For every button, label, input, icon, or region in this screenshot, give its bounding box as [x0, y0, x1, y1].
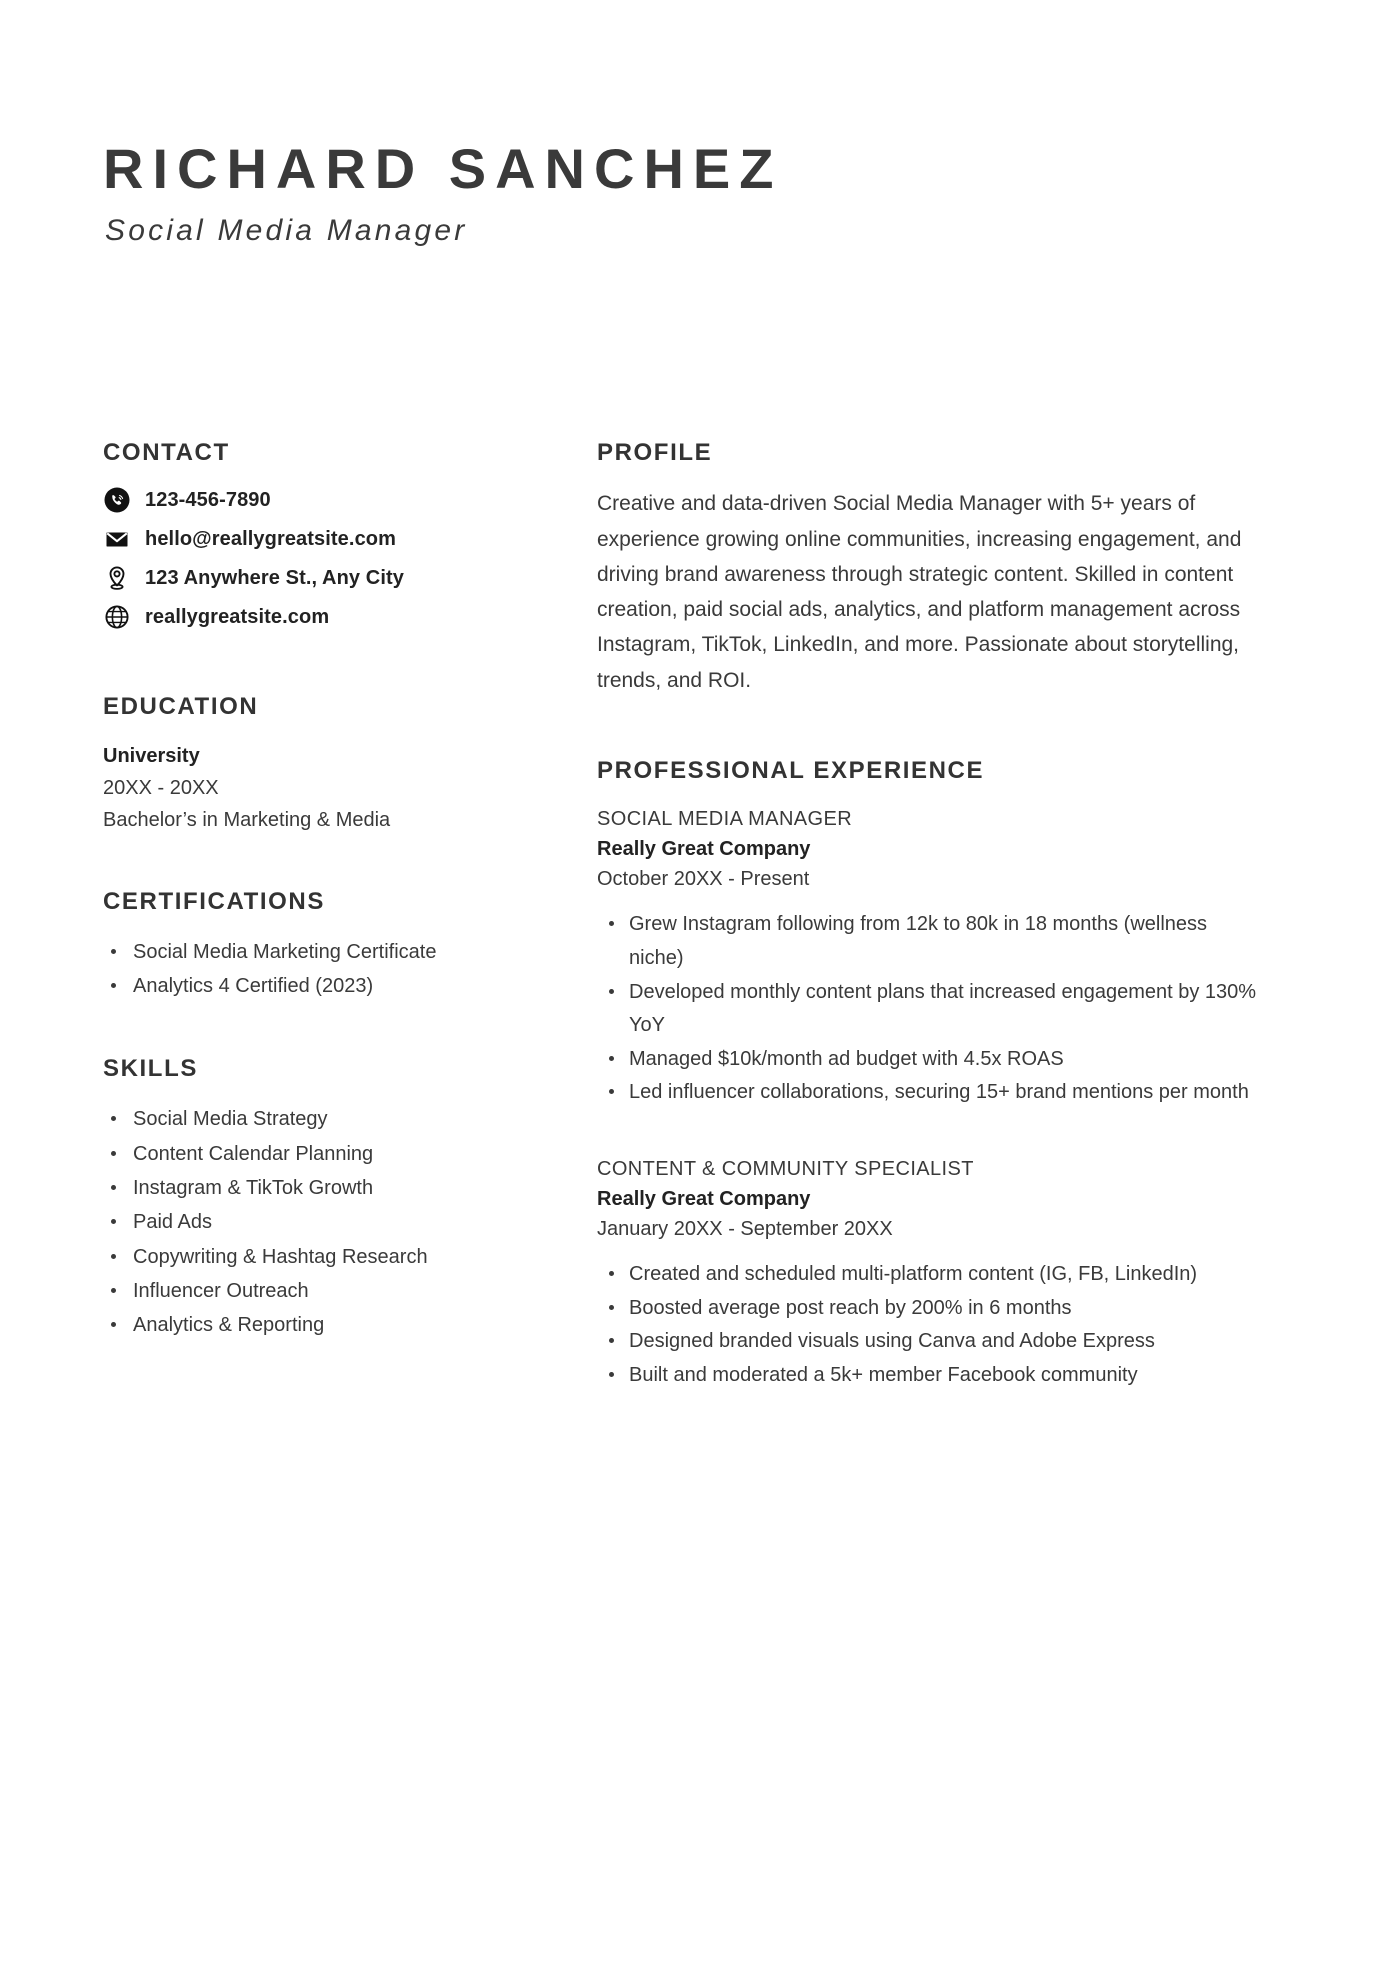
- contact-value-website: reallygreatsite.com: [145, 605, 330, 628]
- profile-section: [597, 440, 1257, 698]
- job-bullet-list: [597, 908, 1257, 1110]
- contact-value-phone: 123-456-7890: [145, 488, 271, 511]
- contact-section: [103, 440, 503, 631]
- experience-job-2: [597, 1154, 1257, 1392]
- experience-section-title: PROFESSIONAL EXPERIENCE: [597, 756, 985, 784]
- job-role-subtitle: Social Media Manager: [105, 213, 468, 247]
- spacer: [103, 837, 503, 889]
- spacer: [103, 1004, 503, 1056]
- contact-value-email: hello@reallygreatsite.com: [145, 527, 396, 550]
- education-section: [103, 694, 503, 836]
- contact-value-address: 123 Anywhere St., Any City: [145, 566, 404, 589]
- page-title: RICHARD SANCHEZ: [103, 137, 783, 200]
- list-item: Paid Ads: [103, 1205, 503, 1239]
- education-school: University: [103, 744, 200, 767]
- contact-item-address[interactable]: [103, 564, 503, 592]
- job-role: CONTENT & COMMUNITY SPECIALIST: [597, 1157, 974, 1180]
- list-item: Led influencer collaborations, securing 15+ brand mentions per month: [597, 1076, 1257, 1110]
- list-item: Boosted average post reach by 200% in 6 months: [597, 1292, 1257, 1326]
- list-item: Grew Instagram following from 12k to 80k in 18 months (wellness niche): [597, 908, 1257, 975]
- spacer: [103, 642, 503, 694]
- email-icon: [103, 525, 131, 553]
- list-item: Designed branded visuals using Canva and Adobe Express: [597, 1325, 1257, 1359]
- certifications-section-title: CERTIFICATIONS: [103, 887, 325, 915]
- list-item: Created and scheduled multi-platform content (IG, FB, LinkedIn): [597, 1258, 1257, 1292]
- contact-item-email[interactable]: [103, 525, 503, 553]
- job-company: Really Great Company: [597, 838, 811, 861]
- list-item: Social Media Marketing Certificate: [103, 935, 503, 969]
- contact-item-phone[interactable]: [103, 486, 503, 514]
- resume-header: [103, 137, 1303, 249]
- profile-body: Creative and data-driven Social Media Manager with 5+ years of experience growing online communities, increasing engagement, and driving brand awareness through strategic content. Skilled in content creation, paid social ads, analytics, and platform management across Instagram, TikTok, LinkedIn, and more. Passionate about storytelling, trends, and ROI.: [597, 492, 1242, 692]
- experience-job-1: [597, 804, 1257, 1110]
- contact-section-title: CONTACT: [103, 439, 230, 466]
- website-icon: [103, 603, 131, 631]
- education-dates: 20XX - 20XX: [103, 776, 219, 799]
- list-item: Built and moderated a 5k+ member Facebook community: [597, 1359, 1257, 1393]
- list-item: Developed monthly content plans that increased engagement by 130% YoY: [597, 976, 1257, 1043]
- skills-section: [103, 1056, 503, 1343]
- location-icon: [103, 564, 131, 592]
- list-item: Content Calendar Planning: [103, 1137, 503, 1171]
- spacer: [597, 698, 1257, 758]
- phone-icon: [103, 486, 131, 514]
- list-item: Analytics 4 Certified (2023): [103, 969, 503, 1003]
- list-item: Instagram & TikTok Growth: [103, 1171, 503, 1205]
- list-item: Managed $10k/month ad budget with 4.5x ROAS: [597, 1043, 1257, 1077]
- certifications-list: [103, 935, 503, 1004]
- list-item: Influencer Outreach: [103, 1274, 503, 1308]
- profile-section-title: PROFILE: [597, 439, 713, 466]
- job-dates: January 20XX - September 20XX: [597, 1217, 893, 1240]
- experience-section: [597, 758, 1257, 1392]
- list-item: Analytics & Reporting: [103, 1308, 503, 1342]
- list-item: Social Media Strategy: [103, 1102, 503, 1136]
- spacer: [597, 1110, 1257, 1154]
- sidebar-column: [103, 440, 503, 1343]
- job-dates: October 20XX - Present: [597, 868, 810, 891]
- education-section-title: EDUCATION: [103, 693, 259, 721]
- list-item: Copywriting & Hashtag Research: [103, 1240, 503, 1274]
- education-degree: Bachelor’s in Marketing & Media: [103, 809, 391, 832]
- job-bullet-list: [597, 1258, 1257, 1392]
- contact-item-website[interactable]: [103, 603, 503, 631]
- job-role: SOCIAL MEDIA MANAGER: [597, 808, 853, 831]
- main-column: [597, 440, 1257, 1392]
- contact-list: [103, 486, 503, 631]
- skills-list: [103, 1102, 503, 1343]
- certifications-section: [103, 889, 503, 1004]
- skills-section-title: SKILLS: [103, 1054, 198, 1082]
- job-company: Really Great Company: [597, 1187, 811, 1210]
